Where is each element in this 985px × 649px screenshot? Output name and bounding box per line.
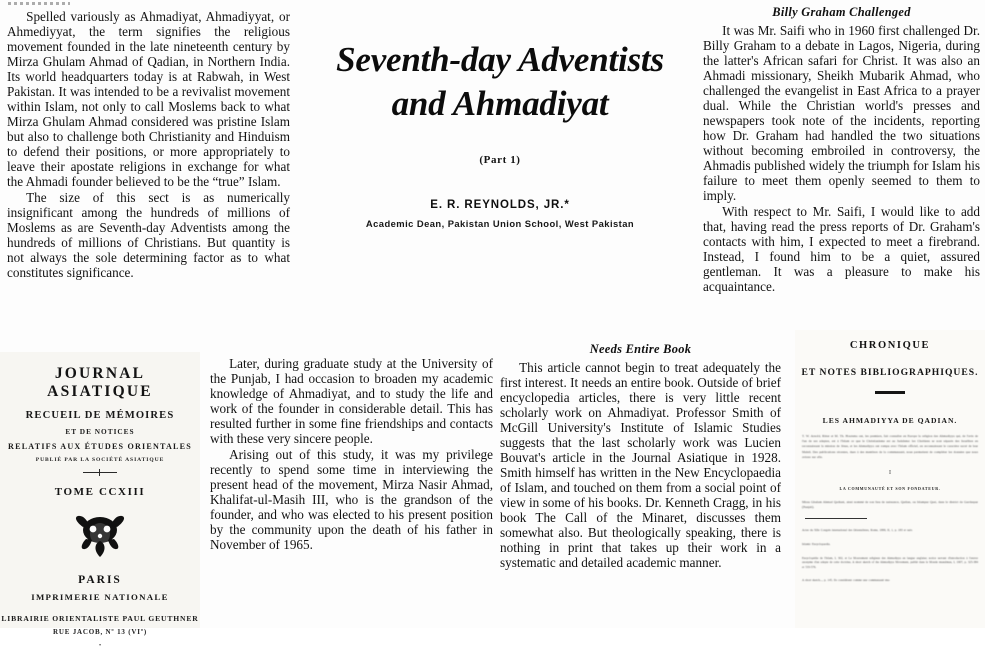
- section-heading-needs-entire-book: Needs Entire Book: [589, 342, 692, 356]
- chronique-section-heading: LA COMMUNAUTÉ ET SON FONDATEUR.: [839, 486, 941, 492]
- chronique-column-number: I: [889, 470, 891, 477]
- chronique-footnote: Islamic Encyclopaedia.: [802, 542, 831, 547]
- printers-ornament-icon: [72, 513, 128, 559]
- paragraph: This article cannot begin to treat adequately the first interest. It needs an entire book. Outside of brief encyclopedia articles, there is very little recent scholarly work on Ahmadiyat. Professor Smith of McGill University's Institute of Islamic Studies suggests that the last scholarly work was Lucien Bouvat's article in the Journal Asiatique in 1928. Smith himself has written in the New Encyclopaedia of Islam, and touched on them from a social point of view in some of his books. Dr. Kenneth Cragg, in his book The Call of the Minaret, discusses them somewhat also. But theologically speaking, there is nothing in print that takes up their work in a systematic and detailed academic manner.: [500, 360, 781, 570]
- chronique-footnote: Actes du XIIe Congrès international des Orientalistes, Rome, 1899, II, 1, p. 183 et suiv.: [802, 528, 913, 533]
- journal-tome: TOME CCXIII: [54, 486, 146, 498]
- paragraph: Spelled variously as Ahmadiyat, Ahmadiyyat, or Ahmediyyat, the term signifies the religious movement founded in the late nineteenth century by Mirza Ghulam Ahmad of Qadian, in Northern India. Its world headquarters today is at Rabwah, in West Pakistan. It was intended to be a revivalist movement within Islam, not only to call Moslems back to what Mirza Ghulam Ahmad considered was pristine Islam but also to challenge both Christianity and Hinduism to defend their positions, or more appropriately to leave their apostate religions in exchange for what the Ahmadi founder believed to be the “true” Islam.: [7, 9, 290, 189]
- journal-press: IMPRIMERIE NATIONALE: [31, 592, 169, 602]
- journal-subtitle-2: ET DE NOTICES: [65, 427, 135, 436]
- paragraph: The size of this sect is as numerically insignificant among the hundreds of millions of Moslems as are Seventh-day Adventists among the hundreds of millions of Christians. But quantity is not always the sole determining factor as to what constitutes significance.: [7, 190, 290, 280]
- journal-cover-footmark: •: [98, 643, 102, 649]
- paragraph: Later, during graduate study at the University of the Punjab, I had occasion to broaden my academic knowledge of Ahmadiyat, and to study the life and work of the founder in considerable detail. This has resulted further in some fine friendships and contacts with these very sincere people.: [210, 356, 493, 446]
- chronique-footnote: A short sketch..., p. 145. Ils considèrent comme une communauté mu-: [802, 578, 890, 583]
- chronique-footnote: Encyclopédie de l'Islam, I, 302, et Le Mouvement religieux des Ahmadiyya en langue anglaise; notice servant d'introduction à l'œuvre anonyme d'un adepte de cette doctrine, A short sketch of the Ahmadiyya Movement, publié dans le Monde musulman, I, 1907, p. 325-384 et 533-576.: [802, 555, 978, 569]
- title-block: [300, 38, 700, 229]
- paragraph: Arising out of this study, it was my privilege recently to spend some time in interviewing the present head of the movement, Mirza Nasir Ahmad, Khalifat-ul-Masih III, who is the grandson of the founder, and who was elected to his present position by the community upon the death of his father in November of 1965.: [210, 447, 493, 552]
- part-label: (Part 1): [479, 154, 521, 166]
- section-body: [500, 360, 781, 570]
- journal-subtitle-3: RELATIFS AUX ÉTUDES ORIENTALES: [8, 442, 192, 451]
- journal-city: PARIS: [78, 574, 122, 586]
- author-affiliation: Academic Dean, Pakistan Union School, West Pakistan: [365, 218, 635, 229]
- chronique-article-title: LES AHMADIYYA DE QADIAN.: [822, 416, 958, 425]
- right-article-column: [703, 5, 980, 294]
- section-body: [703, 23, 980, 294]
- chronique-page-image: [795, 330, 985, 628]
- journal-address: RUE JACOB, Nº 13 (VIº): [53, 628, 147, 636]
- page-title: [300, 38, 700, 126]
- paragraph: With respect to Mr. Saifi, I would like to add that, having read the press reports of Dr. Graham's contacts with him, I expected to meet a firebrand. Instead, I found him to be a quiet, assured gentleman. It was a pleasure to make his acquaintance.: [703, 204, 980, 294]
- footnote-separator: [805, 518, 867, 519]
- title-line-2: and Ahmadiyat: [391, 84, 609, 123]
- chronique-subtitle: ET NOTES BIBLIOGRAPHIQUES.: [801, 367, 979, 378]
- chronique-body-text: T. W. Arnold, Ritter et M. Th. Houtsma ont, les premiers, fait connaître en Europe la religion des Ahmadiyya qui, de l'avis de l'un de ses adeptes, est à l'Islam ce que le Christianisme est au Judaïsme: les Chrétiens se sont séparés des Israélites en reconnaissant la mission de Jésus, et les Ahmadiyya ont rompu avec l'Islam officiel, en reconnaissant le caractère sacré de leur Mahdi. Des publications récentes, dues à des membres de la communauté, nous permettent de compléter les données que nous avions sur elle.: [802, 434, 978, 459]
- journal-subtitle-4: PUBLIÉ PAR LA SOCIÉTÉ ASIATIQUE: [35, 457, 165, 463]
- title-line-1: Seventh-day Adventists: [336, 40, 664, 79]
- needs-entire-book-column: [500, 342, 781, 570]
- chronique-title: CHRONIQUE: [849, 340, 931, 351]
- journal-subtitle-1: RECUEIL DE MÉMOIRES: [25, 410, 175, 421]
- middle-article-column: [210, 356, 493, 552]
- section-heading-billy-graham: Billy Graham Challenged: [772, 5, 911, 19]
- journal-publisher: LIBRAIRIE ORIENTALISTE PAUL GEUTHNER: [1, 614, 199, 623]
- left-article-column: [7, 9, 290, 280]
- author-byline: E. R. REYNOLDS, JR.*: [430, 199, 570, 211]
- scan-artifact-dashes: [8, 2, 70, 5]
- paragraph: It was Mr. Saifi who in 1960 first challenged Dr. Billy Graham to a debate in Lagos, Nigeria, during the latter's African safari for Christ. It was also an Ahmadi missionary, Sheikh Mubarik Ahmad, who challenged the evangelist in East Africa to a prayer dual. While the Christian world's presses and newspapers took note of the incidents, reporting how Dr. Graham had handled the two situations without becoming embroiled in controversy, the Ahmadis published widely the triumph for Islam his failure to meet them openly seemed to them to imply.: [703, 23, 980, 203]
- divider-rule: [875, 391, 905, 394]
- journal-asiatique-cover-image: [0, 352, 200, 649]
- journal-title: JOURNAL ASIATIQUE: [47, 365, 153, 400]
- divider-ornament: [83, 472, 117, 473]
- chronique-note-text: Mirza Ghulam Ahmad Qadiani, ainsi nommé de son lieu de naissance, Qadian, ou Islampur Qasi, dans le district de Gurdaspur (Punjab).: [802, 500, 978, 510]
